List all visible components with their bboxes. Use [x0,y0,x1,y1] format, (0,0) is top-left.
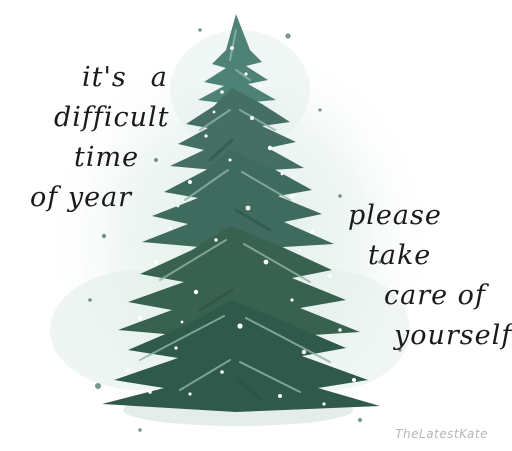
right-message [348,196,512,356]
left-message-line-1 [30,58,190,98]
word-its: it's [82,62,127,93]
left-message [30,58,190,218]
right-message-line-1: please [348,200,442,231]
word-a: a [150,62,168,93]
left-message-line-3: time [74,142,140,173]
left-message-line-2: difficult [54,102,170,133]
left-message-line-4: of year [30,182,133,213]
artist-signature: TheLatestKate [395,427,488,441]
right-message-line-4: yourself [394,320,512,351]
right-message-line-2: take [368,240,432,271]
right-message-line-3: care of [384,280,486,311]
